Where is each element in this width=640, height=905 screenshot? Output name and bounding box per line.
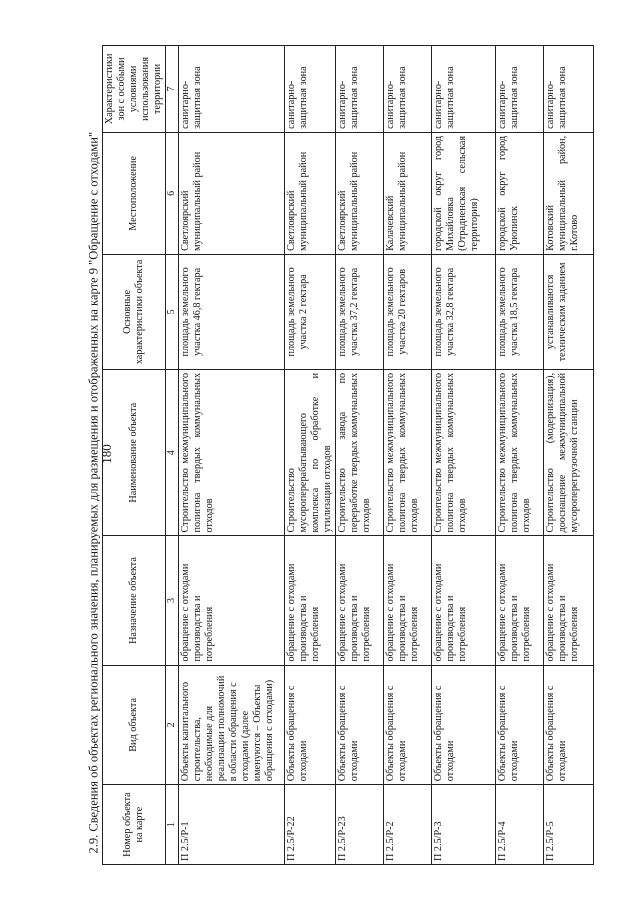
object-type: Объекты обращения с отходами (284, 665, 335, 785)
object-number: П 2.5/Р-23 (336, 785, 384, 865)
page-number: 180 (99, 444, 114, 464)
header-cell: Основные характеристики объекта (103, 254, 166, 369)
zone-characteristics: санитарно-защитная зона (178, 46, 284, 133)
object-characteristics: площадь земельного участка 32,8 гектара (432, 254, 496, 369)
objects-table (102, 45, 594, 865)
object-purpose: обращение с отходами производства и потребления (544, 536, 594, 665)
object-number: П 2.5/Р-2 (384, 785, 432, 865)
zone-characteristics: санитарно-защитная зона (384, 46, 432, 133)
zone-characteristics: санитарно-защитная зона (544, 46, 594, 133)
object-characteristics: площадь земельного участка 37,2 гектара (336, 254, 384, 369)
object-location: городской округ город Михайловка (Отрадненская сельская территория) (432, 132, 496, 254)
object-name: Строительство межмуниципального полигона твердых коммунальных отходов (178, 369, 284, 536)
object-purpose: обращение с отходами производства и потребления (384, 536, 432, 665)
object-location: Светлоярский муниципальный район (284, 132, 335, 254)
object-number: П 2.5/Р-3 (432, 785, 496, 865)
column-number: 1 (166, 785, 179, 865)
object-location: Котовский муниципальный район, г.Котово (544, 132, 594, 254)
object-name: Строительство межмуниципального полигона твердых коммунальных отходов (496, 369, 544, 536)
object-characteristics: площадь земельного участка 2 гектара (284, 254, 335, 369)
object-name: Строительство межмуниципального полигона твердых коммунальных отходов (432, 369, 496, 536)
column-number: 5 (166, 254, 179, 369)
object-number: П 2.5/Р-5 (544, 785, 594, 865)
object-purpose: обращение с отходами производства и потребления (432, 536, 496, 665)
object-number: П 2.5/Р-22 (284, 785, 335, 865)
object-type: Объекты обращения с отходами (336, 665, 384, 785)
table-row (336, 46, 384, 865)
column-number: 4 (166, 369, 179, 536)
object-type: Объекты обращения с отходами (496, 665, 544, 785)
object-name: Строительство завода по переработке твердых коммунальных отходов (336, 369, 384, 536)
rotated-table-container (102, 45, 582, 865)
object-characteristics: устанавливаются техническим заданием (544, 254, 594, 369)
object-characteristics: площадь земельного участка 20 гектаров (384, 254, 432, 369)
object-name: Строительство мусороперерабатывающего комплекса по обработке и утилизации отходов (284, 369, 335, 536)
object-type: Объекты обращения с отходами (384, 665, 432, 785)
table-row (178, 46, 284, 865)
zone-characteristics: санитарно-защитная зона (284, 46, 335, 133)
column-number: 2 (166, 665, 179, 785)
header-cell: Номер объекта на карте (103, 785, 166, 865)
object-type: Объекты обращения с отходами (544, 665, 594, 785)
zone-characteristics: санитарно-защитная зона (432, 46, 496, 133)
object-characteristics: площадь земельного участка 18,5 гектара (496, 254, 544, 369)
header-row (103, 46, 166, 865)
header-cell: Вид объекта (103, 665, 166, 785)
table-row (384, 46, 432, 865)
column-number-row (166, 46, 179, 865)
table-row (432, 46, 496, 865)
object-name: Строительство (модернизация), дооснащение межмуниципальной мусороперегрузочной станции (544, 369, 594, 536)
object-purpose: обращение с отходами производства и потребления (496, 536, 544, 665)
object-type: Объекты капитального строительства, необходимые для реализации полномочий в области обращения с отходами (далее именуются – Объекты обращения с отходами) (178, 665, 284, 785)
header-cell: Характеристики зон с особыми условиями использования территории (103, 46, 166, 133)
column-number: 3 (166, 536, 179, 665)
object-name: Строительство межмуниципального полигона твердых коммунальных отходов (384, 369, 432, 536)
object-number: П 2.5/Р-4 (496, 785, 544, 865)
table-row (496, 46, 544, 865)
object-number: П 2.5/Р-1 (178, 785, 284, 865)
object-location: Светлоярский муниципальный район (336, 132, 384, 254)
table-row (544, 46, 594, 865)
zone-characteristics: санитарно-защитная зона (496, 46, 544, 133)
header-cell: Наименование объекта (103, 369, 166, 536)
object-characteristics: площадь земельного участка 46,8 гектара (178, 254, 284, 369)
table-row (284, 46, 335, 865)
object-type: Объекты обращения с отходами (432, 665, 496, 785)
object-location: Калачевский муниципальный район (384, 132, 432, 254)
column-number: 6 (166, 132, 179, 254)
header-cell: Назначение объекта (103, 536, 166, 665)
section-title: 2.9. Сведения об объектах регионального значения, планируемых для размещения и отображенных на карте 9 "Обращение с отходами" (86, 131, 101, 854)
column-number: 7 (166, 46, 179, 133)
zone-characteristics: санитарно-защитная зона (336, 46, 384, 133)
object-purpose: обращение с отходами производства и потребления (336, 536, 384, 665)
object-purpose: обращение с отходами производства и потребления (178, 536, 284, 665)
header-cell: Местоположение (103, 132, 166, 254)
object-location: городской округ город Урюпинск (496, 132, 544, 254)
object-location: Светлоярский муниципальный район (178, 132, 284, 254)
object-purpose: обращение с отходами производства и потребления (284, 536, 335, 665)
